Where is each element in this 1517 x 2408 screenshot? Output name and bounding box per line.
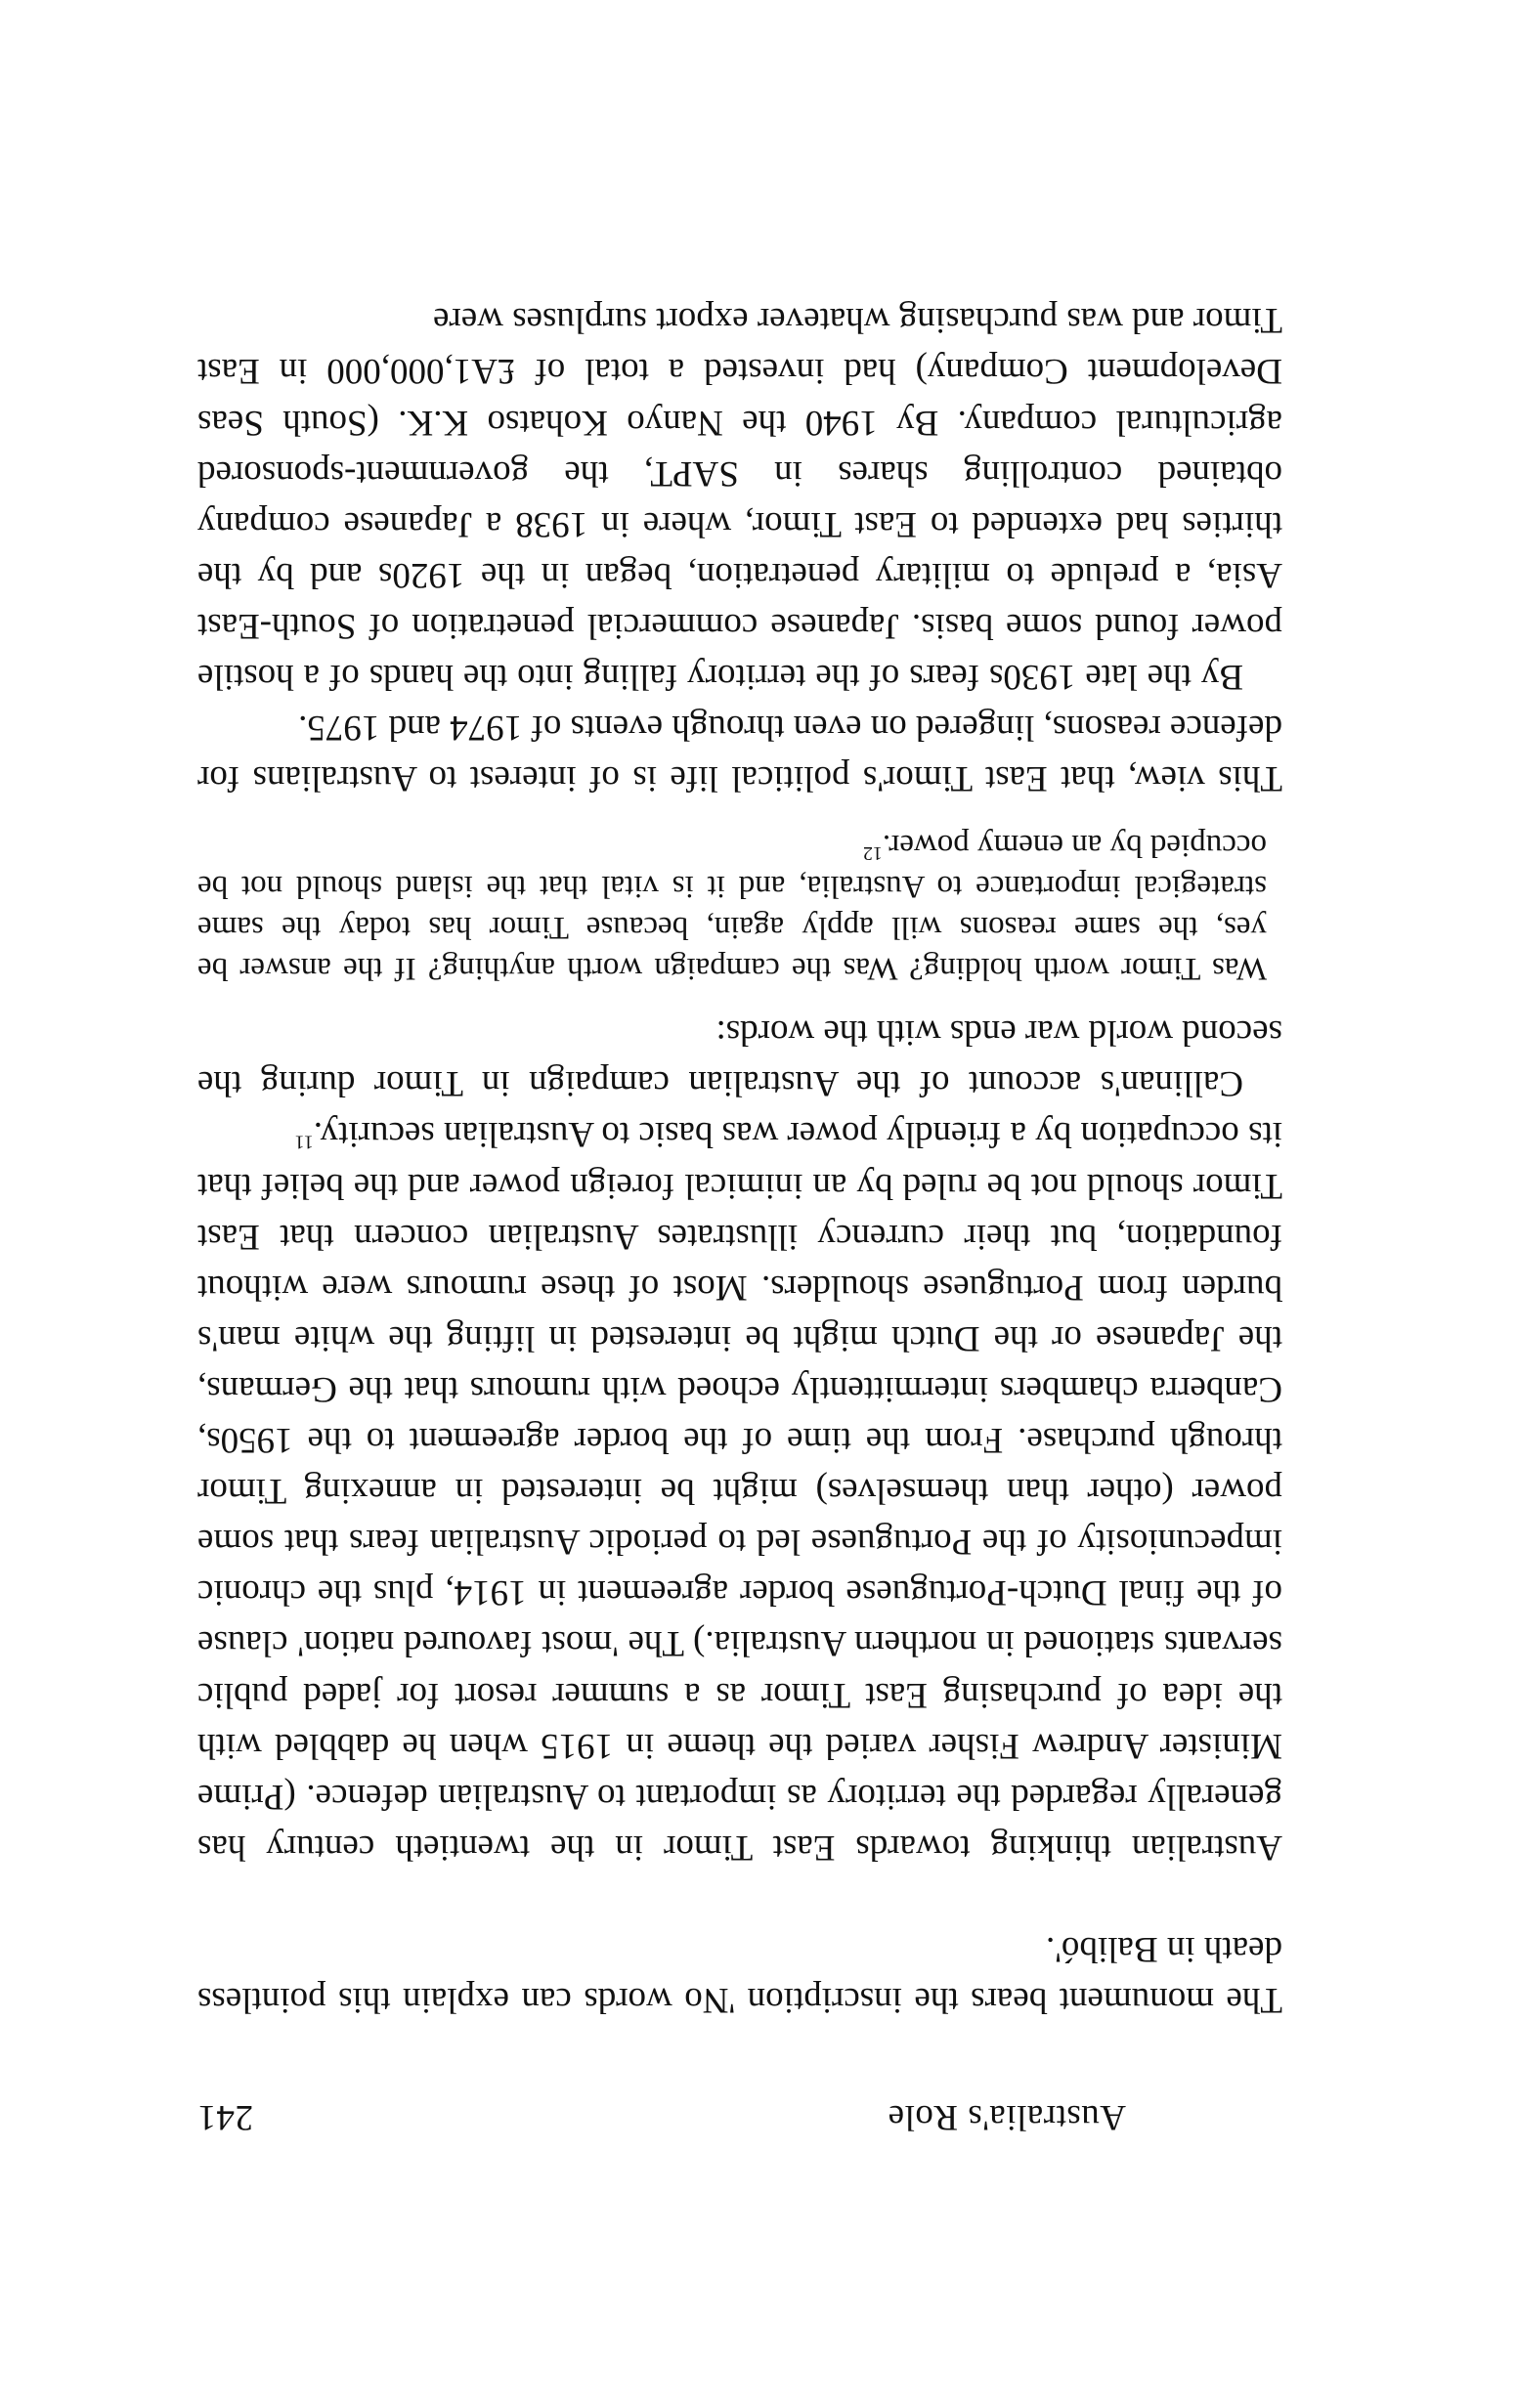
text-block (197, 294, 1282, 2142)
block-quote (197, 825, 1282, 989)
paragraph-late-1930s: By the late 1930s fears of the territory falling into the hands of a hostile power found some basis. Japanese commercial penetration of South-East Asia, a prelude to military penetration, began in the 1920s and by the thirties had extended to East Timor, where in 1938 a Japanese company obtained controlling shares in SAPT, the government-sponsored agricultural company. By 1940 the Nanyo Kohatso K.K. (South Seas Development Company) had invested a total of £A1,000,000 in East Timor and was purchasing whatever export surpluses were (197, 300, 1282, 698)
quote-text: Was Timor worth holding? Was the campaign worth anything? If the answer be yes, the same reasons will apply again, because Timor has today the same strategical importance to Australia, and it is vital that the island should not be occupied by an enemy power. (197, 828, 1267, 987)
paragraph-australian-thinking (197, 1108, 1282, 1871)
paragraph-text: Australian thinking towards East Timor in the twentieth century has generally regarded the territory as important to Australian defence. (Prime Minister Andrew Fisher varied the theme in 1915 when he dabbled with the idea of purchasing East Timor as a summer resort for jaded public servants stationed in northern Australia.) The 'most favoured nation' clause of the final Dutch-Portuguese border agreement in 1914, plus the chronic impecuniosity of the Portuguese led to periodic Australian fears that some power (other than themselves) might be interested in annexing Timor through purchase. From the time of the border agreement to the 1950s, Canberra chambers intermittently echoed with rumours that the Germans, the Japanese or the Dutch might be interested in lifting the white man's burden from Portuguese shoulders. Most of these rumours were without foundation, but their currency illustrates Australian concern that East Timor should not be ruled by an inimical foreign power and the belief that its occupation by a friendly power was basic to Australian security. (197, 1114, 1282, 1868)
footnote-ref: 11 (294, 1131, 314, 1153)
running-head (197, 2091, 1282, 2142)
running-head-title: Australia's Role (888, 2097, 1126, 2137)
footnote-ref: 12 (862, 842, 883, 865)
paragraph-monument: The monument bears the inscription 'No words can explain this pointless death in Balibó'. (197, 1928, 1282, 2020)
paragraph-this-view: This view, that East Timor's political life is of interest to Australians for defence reasons, lingered on even through events of 1974 and 1975. (197, 708, 1282, 799)
paragraph-callinan: Callinan's account of the Australian campaign in Timor during the second world war ends with the words: (197, 1012, 1282, 1104)
page-number: 241 (197, 2097, 253, 2137)
